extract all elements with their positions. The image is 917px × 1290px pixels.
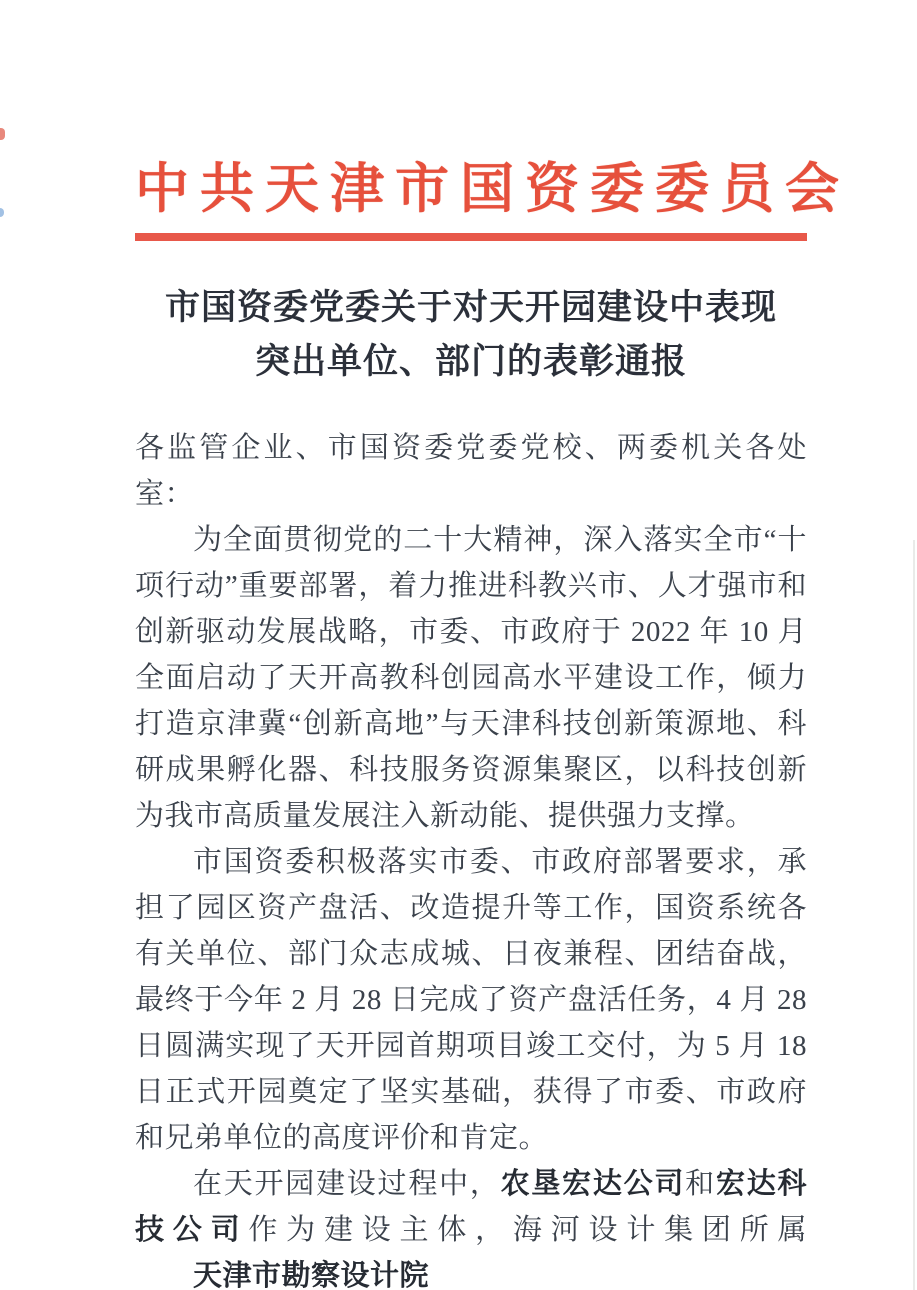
red-separator-rule bbox=[135, 233, 807, 241]
paragraph-1: 为全面贯彻党的二十大精神，深入落实全市“十项行动”重要部署，着力推进科教兴市、人才强市和创新驱动发展战略，市委、市政府于 2022 年 10 月全面启动了天开高教科创园高水平建设工作，倾力打造京津冀“创新高地”与天津科技创新策源地、科研成果孵化器、科技服务资源集聚区，以科技创新为我市高质量发展注入新动能、提供强力支撑。 bbox=[135, 524, 807, 832]
paragraph-3 bbox=[135, 1161, 807, 1290]
document-body bbox=[135, 425, 807, 1290]
company-name-text: 天津市勘察设计院 bbox=[193, 1260, 430, 1290]
paragraph-2: 市国资委积极落实市委、市政府部署要求，承担了园区资产盘活、改造提升等工作，国资系统各有关单位、部门众志成城、日夜兼程、团结奋战，最终于今年 2 月 28 日完成了资产盘活任务，4 月 28 日圆满实现了天开园首期项目竣工交付，为 5 月 18 日正式开园奠定了坚实基础，获得了市委、市政府和兄弟单位的高度评价和肯定。 bbox=[135, 846, 807, 1154]
company-name-bold: 农垦宏达公司 bbox=[500, 1168, 686, 1200]
document-title-line-2: 突出单位、部门的表彰通报 bbox=[254, 342, 687, 381]
paragraph-3-segment: 在天开园建设过程中， bbox=[193, 1168, 501, 1200]
paragraph-3-segment: 和 bbox=[685, 1168, 716, 1200]
company-name-bold: 宏达科技公司 bbox=[135, 1168, 807, 1246]
company-name-red-underlined bbox=[135, 1253, 429, 1290]
issuer-masthead: 中共天津市国资委委员会 bbox=[135, 159, 850, 219]
document-title-line-1: 市国资委党委关于对天开园建设中表现 bbox=[164, 288, 777, 327]
paragraph-3-segment: 作为建设主体，海河设计集团所属 bbox=[248, 1214, 807, 1246]
document-title bbox=[135, 281, 807, 389]
salutation-line: 各监管企业、市国资委党委党校、两委机关各处室： bbox=[135, 432, 807, 510]
